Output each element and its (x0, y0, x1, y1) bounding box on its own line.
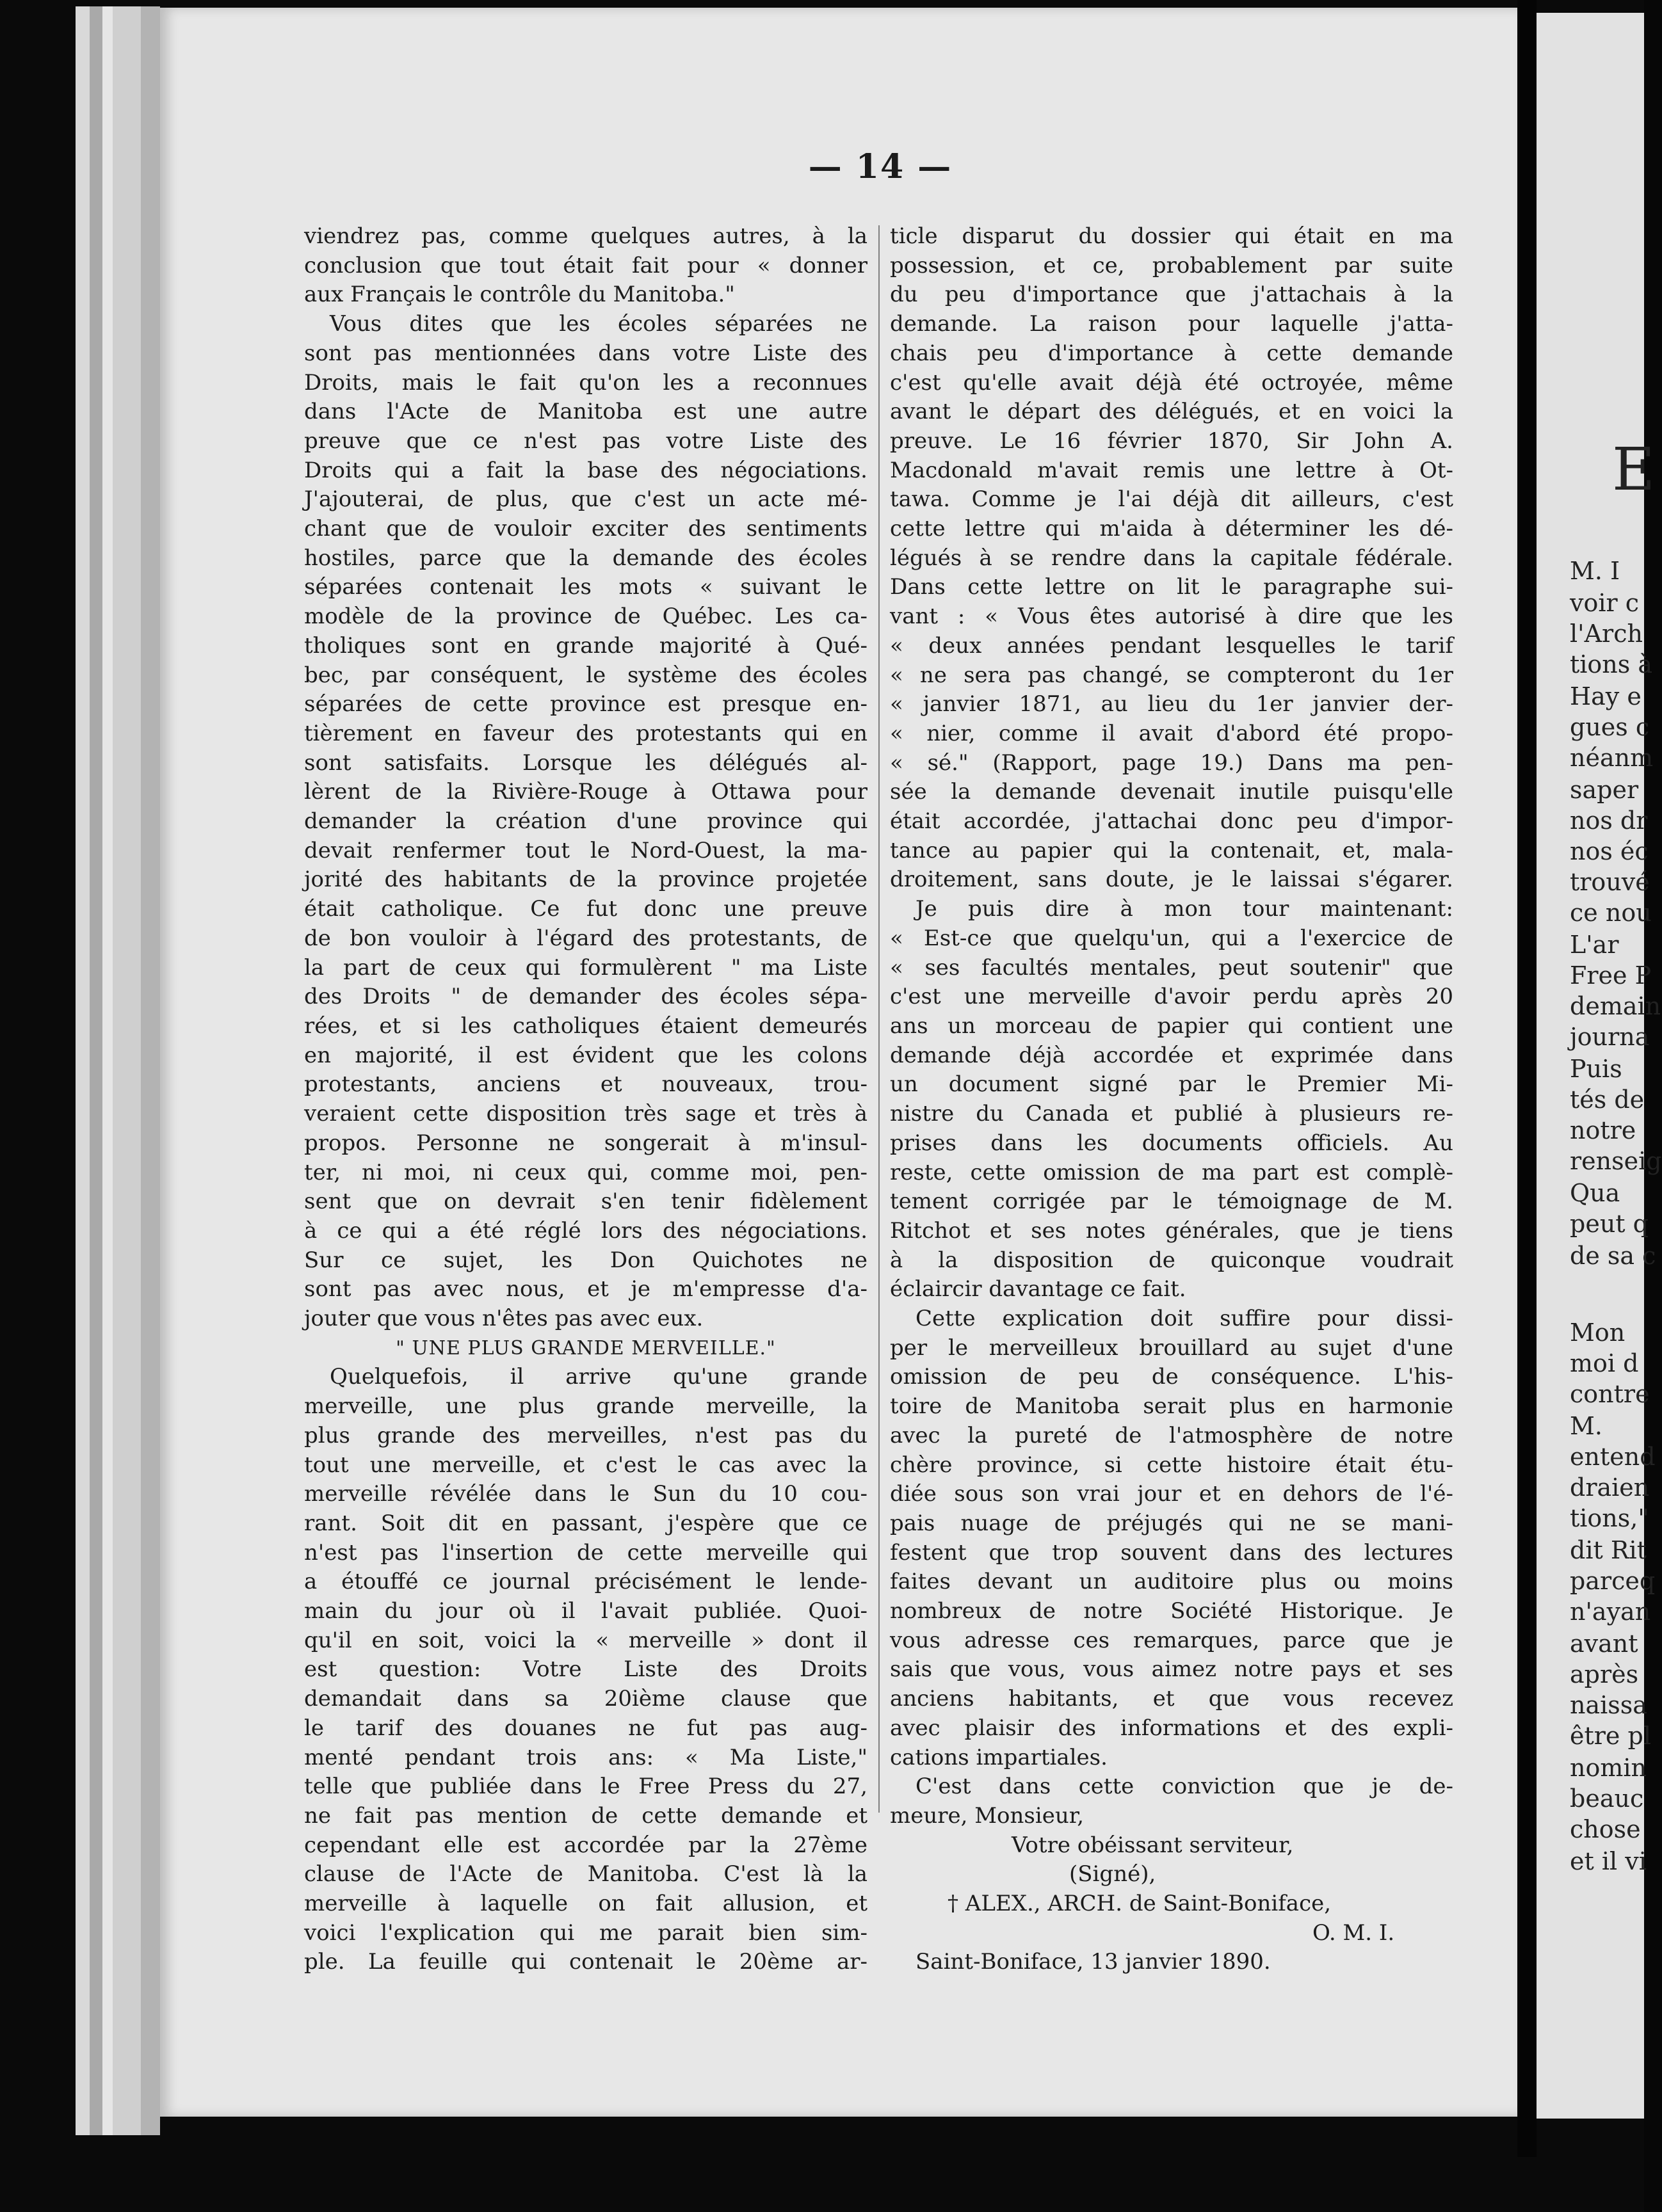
text-line: main du jour où il l'avait publiée. Quoi- (304, 1598, 867, 1624)
text-line: prises dans les documents officiels. Au (890, 1130, 1453, 1156)
text-line: sée la demande devenait inutile puisqu'elle (890, 779, 1453, 805)
facing-page-text-fragment: Qua (1570, 1179, 1620, 1207)
text-line: avec la pureté de l'atmosphère de notre (890, 1422, 1453, 1448)
text-line: demandait dans sa 20ième clause que (304, 1686, 867, 1712)
facing-page-text-fragment: M. (1570, 1412, 1602, 1440)
text-line: tièrement en faveur des protestants qui en (304, 720, 867, 746)
text-line: hostiles, parce que la demande des écoles (304, 545, 867, 571)
text-line: anciens habitants, et que vous recevez (890, 1686, 1453, 1712)
text-line: aux Français le contrôle du Manitoba." (304, 282, 735, 308)
text-line: clause de l'Acte de Manitoba. C'est là la (304, 1861, 867, 1887)
facing-page-text-fragment: Free P (1570, 961, 1652, 990)
text-line: était accordée, j'attachai donc peu d'impor- (890, 808, 1453, 835)
facing-page-text-fragment: ce nou (1570, 899, 1652, 927)
text-line: de bon vouloir à l'égard des protestants, de (304, 925, 867, 951)
text-line: lèrent de la Rivière-Rouge à Ottawa pour (304, 779, 867, 805)
text-line: à ce qui a été réglé lors des négociations. (304, 1217, 867, 1244)
facing-page-text-fragment: Puis (1570, 1055, 1622, 1083)
facing-page-text-fragment: avant (1570, 1630, 1638, 1658)
facing-page-text-fragment: et il vi (1570, 1847, 1647, 1875)
facing-page-text-fragment: parceq (1570, 1567, 1656, 1595)
text-line: rant. Soit dit en passant, j'espère que ce (304, 1510, 867, 1536)
page-edge-stack (76, 6, 90, 2135)
text-line: preuve que ce n'est pas votre Liste des (304, 428, 867, 454)
text-line: Je puis dire à mon tour maintenant: (916, 896, 1453, 922)
text-line: chais peu d'importance à cette demande (890, 340, 1453, 366)
text-line: un document signé par le Premier Mi- (890, 1071, 1453, 1098)
facing-page-text-fragment: Hay e (1570, 682, 1642, 710)
facing-page-text-fragment: voir c (1570, 589, 1640, 617)
text-line: rées, et si les catholiques étaient demeurés (304, 1013, 867, 1039)
text-line: merveille révélée dans le Sun du 10 cou- (304, 1481, 867, 1507)
text-line: à la disposition de quiconque voudrait (890, 1247, 1453, 1273)
text-line: plus grande des merveilles, n'est pas du (304, 1422, 867, 1448)
text-line: meure, Monsieur, (890, 1802, 1085, 1829)
text-line: des Droits " de demander des écoles sépa- (304, 984, 867, 1010)
text-line: preuve. Le 16 février 1870, Sir John A. (890, 428, 1453, 454)
text-line: modèle de la province de Québec. Les ca- (304, 604, 867, 630)
text-line: est question: Votre Liste des Droits (304, 1656, 867, 1683)
text-line: ans un morceau de papier qui contient une (890, 1013, 1453, 1039)
text-line: cations impartiales. (890, 1744, 1108, 1770)
text-line: Dans cette lettre on lit le paragraphe sui- (890, 574, 1453, 600)
facing-page-text-fragment: beauc (1570, 1784, 1644, 1813)
text-line: jorité des habitants de la province projetée (304, 867, 867, 893)
facing-page-text-fragment: nos éc (1570, 837, 1649, 865)
text-line: pais nuage de préjugés qui ne se mani- (890, 1510, 1453, 1536)
text-line: possession, et ce, probablement par suite (890, 252, 1453, 278)
facing-page-text-fragment: tés de (1570, 1086, 1645, 1114)
text-line: séparées contenait les mots « suivant le (304, 574, 867, 600)
text-line: J'ajouterai, de plus, que c'est un acte mé- (304, 486, 867, 513)
facing-page-text-fragment: nos dr (1570, 806, 1648, 835)
text-line: O. M. I. (1312, 1919, 1395, 1946)
text-line: « ses facultés mentales, peut soutenir" que (890, 954, 1453, 981)
facing-page-text-fragment: gues c (1570, 713, 1650, 741)
facing-page-text-fragment: L'ar (1570, 931, 1619, 959)
text-line: nistre du Canada et publié à plusieurs re- (890, 1101, 1453, 1127)
text-line: tawa. Comme je l'ai déjà dit ailleurs, c'est (890, 486, 1453, 513)
facing-page-text-fragment: entend (1570, 1443, 1656, 1471)
facing-page-text-fragment: renseig (1570, 1147, 1662, 1175)
text-line: Vous dites que les écoles séparées ne (330, 311, 867, 337)
text-line: en majorité, il est évident que les colons (304, 1042, 867, 1068)
facing-page-heading-fragment: E (1612, 435, 1656, 504)
facing-page-text-fragment: draien (1570, 1473, 1650, 1502)
facing-page-text-fragment: dit Rit (1570, 1536, 1647, 1564)
facing-page-text-fragment: être pl (1570, 1722, 1651, 1750)
text-line: C'est dans cette conviction que je de- (916, 1774, 1453, 1800)
text-line: sent que on devrait s'en tenir fidèlement (304, 1189, 867, 1215)
text-line: vous adresse ces remarques, parce que je (890, 1627, 1453, 1653)
text-line: Droits qui a fait la base des négociations. (304, 457, 867, 483)
facing-page-text-fragment: journa (1570, 1023, 1650, 1051)
text-column-left (304, 222, 867, 1977)
text-line: tance au papier qui la contenait, et, mala- (890, 837, 1453, 863)
text-line: Macdonald m'avait remis une lettre à Ot- (890, 457, 1453, 483)
text-line: avec plaisir des informations et des expli- (890, 1715, 1453, 1741)
text-line: conclusion que tout était fait pour « donner (304, 252, 867, 278)
text-line: « Est-ce que quelqu'un, qui a l'exercice de (890, 925, 1453, 951)
text-line: festent que trop souvent dans des lectures (890, 1539, 1453, 1566)
column-divider (878, 225, 880, 1813)
text-line: dans l'Acte de Manitoba est une autre (304, 399, 867, 425)
text-line: « ne sera pas changé, se compteront du 1er (890, 662, 1453, 688)
page-number: — 14 — (808, 147, 953, 186)
text-line: la part de ceux qui formulèrent " ma Liste (304, 954, 867, 981)
facing-page-text-fragment: notre (1570, 1116, 1636, 1144)
text-line: sont satisfaits. Lorsque les délégués al- (304, 749, 867, 776)
facing-page-text-fragment: moi d (1570, 1349, 1639, 1377)
text-line: veraient cette disposition très sage et très à (304, 1101, 867, 1127)
text-line: viendrez pas, comme quelques autres, à la (304, 223, 867, 249)
text-line: qu'il en soit, voici la « merveille » dont il (304, 1627, 867, 1653)
book-spine-gutter (1517, 0, 1537, 2157)
text-line: c'est qu'elle avait déjà été octroyée, même (890, 369, 1453, 396)
text-line: bec, par conséquent, le système des écoles (304, 662, 867, 688)
text-line: reste, cette omission de ma part est complè- (890, 1159, 1453, 1185)
text-line: propos. Personne ne songerait à m'insul- (304, 1130, 867, 1156)
facing-page-text-fragment: de sa c (1570, 1242, 1656, 1270)
facing-page-text-fragment: trouvé (1570, 868, 1650, 896)
text-line: « nier, comme il avait d'abord été propo- (890, 720, 1453, 746)
text-line: Sur ce sujet, les Don Quichotes ne (304, 1247, 867, 1273)
facing-page-text-fragment: tions à (1570, 650, 1653, 678)
text-line: ne fait pas mention de cette demande et (304, 1802, 867, 1829)
text-line: Quelquefois, il arrive qu'une grande (330, 1364, 867, 1390)
text-line: tement corrigée par le témoignage de M. (890, 1189, 1453, 1215)
text-line: sont pas mentionnées dans votre Liste des (304, 340, 867, 366)
text-line: per le merveilleux brouillard au sujet d'une (890, 1334, 1453, 1361)
text-line: (Signé), (1069, 1861, 1156, 1887)
text-line: devait renfermer tout le Nord-Ouest, la ma- (304, 837, 867, 863)
page-edge-stack (102, 6, 113, 2135)
text-line: tout une merveille, et c'est le cas avec la (304, 1452, 867, 1478)
facing-page-text-fragment: néanm (1570, 744, 1654, 772)
facing-page-text-fragment: l'Arch (1570, 620, 1643, 648)
page-edge-stack (90, 6, 102, 2135)
text-line: telle que publiée dans le Free Press du 27, (304, 1774, 867, 1800)
text-line: c'est une merveille d'avoir perdu après 20 (890, 984, 1453, 1010)
text-line: jouter que vous n'êtes pas avec eux. (304, 1306, 704, 1332)
facing-page-text-fragment: après (1570, 1660, 1639, 1688)
text-line: ple. La feuille qui contenait le 20ème ar- (304, 1949, 867, 1975)
text-line: faites devant un auditoire plus ou moins (890, 1569, 1453, 1595)
facing-page-text-fragment: M. I (1570, 557, 1620, 585)
text-line: diée sous son vrai jour et en dehors de l'é- (890, 1481, 1453, 1507)
text-line: † ALEX., ARCH. de Saint-Boniface, (948, 1891, 1332, 1917)
text-line: cependant elle est accordée par la 27ème (304, 1832, 867, 1858)
text-line: Droits, mais le fait qu'on les a reconnues (304, 369, 867, 396)
text-line: Votre obéissant serviteur, (1012, 1832, 1294, 1858)
text-line: « sé." (Rapport, page 19.) Dans ma pen- (890, 749, 1453, 776)
text-line: sont pas avec nous, et je m'empresse d'a- (304, 1276, 867, 1302)
text-line: demander la création d'une province qui (304, 808, 867, 835)
text-line: légués à se rendre dans la capitale fédérale. (890, 545, 1453, 571)
text-line: " UNE PLUS GRANDE MERVEILLE." (396, 1336, 776, 1359)
facing-page-text-fragment: Mon (1570, 1318, 1626, 1347)
text-line: Cette explication doit suffire pour dissi- (916, 1306, 1453, 1332)
facing-page-text-fragment: chose (1570, 1815, 1641, 1843)
text-line: était catholique. Ce fut donc une preuve (304, 896, 867, 922)
text-line: « deux années pendant lesquelles le tarif (890, 632, 1453, 659)
text-line: menté pendant trois ans: « Ma Liste," (304, 1744, 867, 1770)
text-line: droitement, sans doute, je le laissai s'égarer. (890, 867, 1453, 893)
text-line: Ritchot et ses notes générales, que je tiens (890, 1217, 1453, 1244)
facing-page-text-fragment: contre (1570, 1380, 1650, 1408)
facing-page-text-fragment: tions," (1570, 1504, 1649, 1532)
text-line: du peu d'importance que j'attachais à la (890, 282, 1453, 308)
text-line: avant le départ des délégués, et en voici la (890, 399, 1453, 425)
text-line: nombreux de notre Société Historique. Je (890, 1598, 1453, 1624)
page-edge-stack (113, 6, 141, 2135)
text-line: voici l'explication qui me parait bien sim- (304, 1919, 867, 1946)
text-line: tholiques sont en grande majorité à Qué- (304, 632, 867, 659)
text-line: demande déjà accordée et exprimée dans (890, 1042, 1453, 1068)
text-line: merveille à laquelle on fait allusion, et (304, 1891, 867, 1917)
text-line: ticle disparut du dossier qui était en ma (890, 223, 1453, 249)
facing-page-text-fragment: naissa (1570, 1691, 1647, 1719)
text-line: protestants, anciens et nouveaux, trou- (304, 1071, 867, 1098)
facing-page-cropped (1537, 13, 1662, 2119)
facing-page-text-fragment: n'ayan (1570, 1598, 1651, 1626)
text-line: merveille, une plus grande merveille, la (304, 1393, 867, 1420)
text-line: éclaircir davantage ce fait. (890, 1276, 1186, 1302)
page-edge-stack (141, 6, 160, 2135)
text-line: chant que de vouloir exciter des sentiments (304, 516, 867, 542)
text-line: séparées de cette province est presque en- (304, 691, 867, 717)
text-line: Saint-Boniface, 13 janvier 1890. (916, 1949, 1271, 1975)
text-line: le tarif des douanes ne fut pas aug- (304, 1715, 867, 1741)
text-line: chère province, si cette histoire était étu- (890, 1452, 1453, 1478)
text-line: cette lettre qui m'aida à déterminer les dé- (890, 516, 1453, 542)
text-line: demande. La raison pour laquelle j'atta- (890, 311, 1453, 337)
text-line: vant : « Vous êtes autorisé à dire que les (890, 604, 1453, 630)
facing-page-text-fragment: saper (1570, 776, 1639, 804)
text-line: n'est pas l'insertion de cette merveille qui (304, 1539, 867, 1566)
text-line: « janvier 1871, au lieu du 1er janvier der- (890, 691, 1453, 717)
facing-page-text-fragment: demain (1570, 992, 1661, 1020)
text-column-right (890, 222, 1453, 1977)
text-line: omission de peu de conséquence. L'his- (890, 1364, 1453, 1390)
text-line: a étouffé ce journal précisément le lende- (304, 1569, 867, 1595)
book-page (160, 8, 1517, 2117)
facing-page-text-fragment: nomin (1570, 1754, 1647, 1782)
text-line: ter, ni moi, ni ceux qui, comme moi, pen- (304, 1159, 867, 1185)
text-line: sais que vous, vous aimez notre pays et ses (890, 1656, 1453, 1683)
text-line: toire de Manitoba serait plus en harmonie (890, 1393, 1453, 1420)
facing-page-text-fragment: peut q (1570, 1210, 1649, 1238)
